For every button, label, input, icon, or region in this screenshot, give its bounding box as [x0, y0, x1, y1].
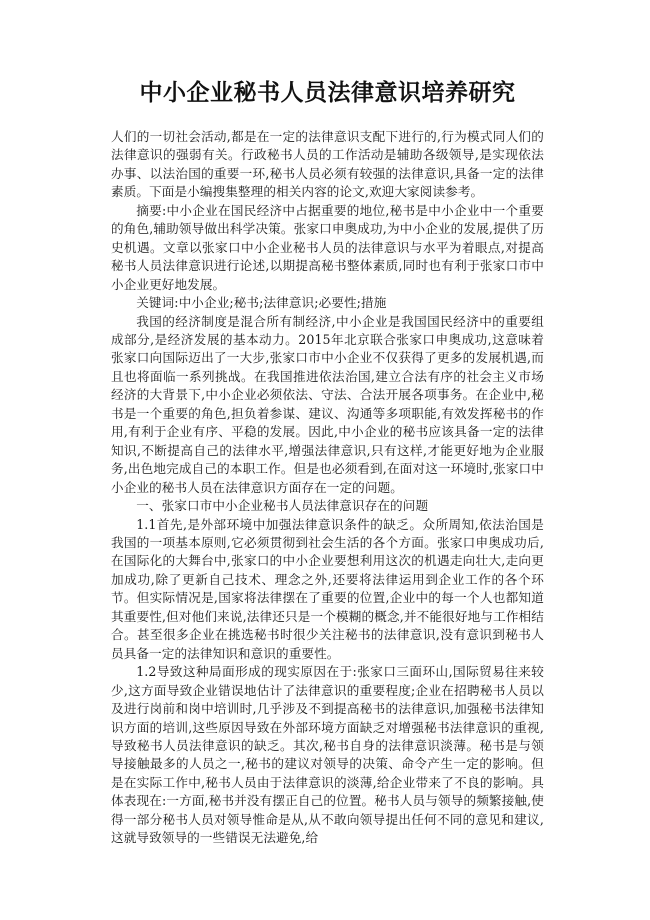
section-heading: 一、张家口市中小企业秘书人员法律意识存在的问题 [136, 498, 429, 514]
keywords-paragraph: 关键词:中小企业;秘书;法律意识;必要性;措施 [136, 295, 387, 311]
document-title: 中小企业秘书人员法律意识培养研究 [139, 80, 516, 106]
body-paragraph: 我国的经济制度是混合所有制经济,中小企业是我国国民经济中的重要组成部分,是经济发展的基本动力。2015年北京联合张家口申奥成功,这意味着张家口向国际迈出了一大步,张家口市中小企业不仅获得了更多的发展机遇,而且也将面临一系列挑战。在我国推进依法治国,建立合法有序的社会主义市场经济的大背景下,中小企业必须依法、守法、合法开展各项事务。在企业中,秘书是一个重要的角色,担负着参谋、建议、沟通等多项职能,有效发挥秘书的作用,有利于企业有序、平稳的发展。因此,中小企业的秘书应该具备一定的法律知识,不断提高自己的法律水平,增强法律意识,只有这样,才能更好地为企业服务,出色地完成自己的本职工作。但是也必须看到,在面对这一环境时,张家口中小企业的秘书人员在法律意识方面存在一定的问题。 [111, 313, 544, 495]
abstract-paragraph: 摘要:中小企业在国民经济中占据重要的地位,秘书是中小企业中一个重要的角色,辅助领导做出科学决策。张家口申奥成功,为中小企业的发展,提供了历史机遇。文章以张家口中小企业秘书人员的法律意识与水平为着眼点,对提高秘书人员法律意识进行论述,以期提高秘书整体素质,同时也有利于张家口市中小企业更好地发展。 [111, 202, 544, 292]
document-body [111, 128, 544, 848]
body-paragraph: 1.1首先,是外部环境中加强法律意识条件的缺乏。众所周知,依法治国是我国的一项基本原则,它必须贯彻到社会生活的各个方面。张家口申奥成功后,在国际化的大舞台中,张家口的中小企业要想利用这次的机遇走向壮大,走向更加成功,除了更新自己技术、理念之外,还要将法律运用到企业工作的各个环节。但实际情况是,国家将法律摆在了重要的位置,企业中的每一个人也都知道其重要性,但对他们来说,法律还只是一个模糊的概念,并不能很好地与工作相结合。甚至很多企业在挑选秘书时很少关注秘书的法律意识,没有意识到秘书人员具备一定的法律知识和意识的重要性。 [111, 516, 544, 661]
intro-paragraph: 人们的一切社会活动,都是在一定的法律意识支配下进行的,行为模式同人们的法律意识的强弱有关。行政秘书人员的工作活动是辅助各级领导,是实现依法办事、以法治国的重要一环,秘书人员必须有较强的法律意识,具备一定的法律素质。下面是小编搜集整理的相关内容的论文,欢迎大家阅读参考。 [111, 129, 544, 200]
body-paragraph: 1.2导致这种局面形成的现实原因在于:张家口三面环山,国际贸易往来较少,这方面导致企业错误地估计了法律意识的重要程度;企业在招聘秘书人员以及进行岗前和岗中培训时,几乎涉及不到提高秘书的法律意识,加强秘书法律知识方面的培训,这些原因导致在外部环境方面缺乏对增强秘书法律意识的重视,导致秘书人员法律意识的缺乏。其次,秘书自身的法律意识淡薄。秘书是与领导接触最多的人员之一,秘书的建议对领导的决策、命令产生一定的影响。但是在实际工作中,秘书人员由于法律意识的淡薄,给企业带来了不良的影响。具体表现在:一方面,秘书并没有摆正自己的位置。秘书人员与领导的频繁接触,使得一部分秘书人员对领导惟命是从,从不敢向领导提出任何不同的意见和建议,这就导致领导的一些错误无法避免,给 [111, 664, 544, 846]
